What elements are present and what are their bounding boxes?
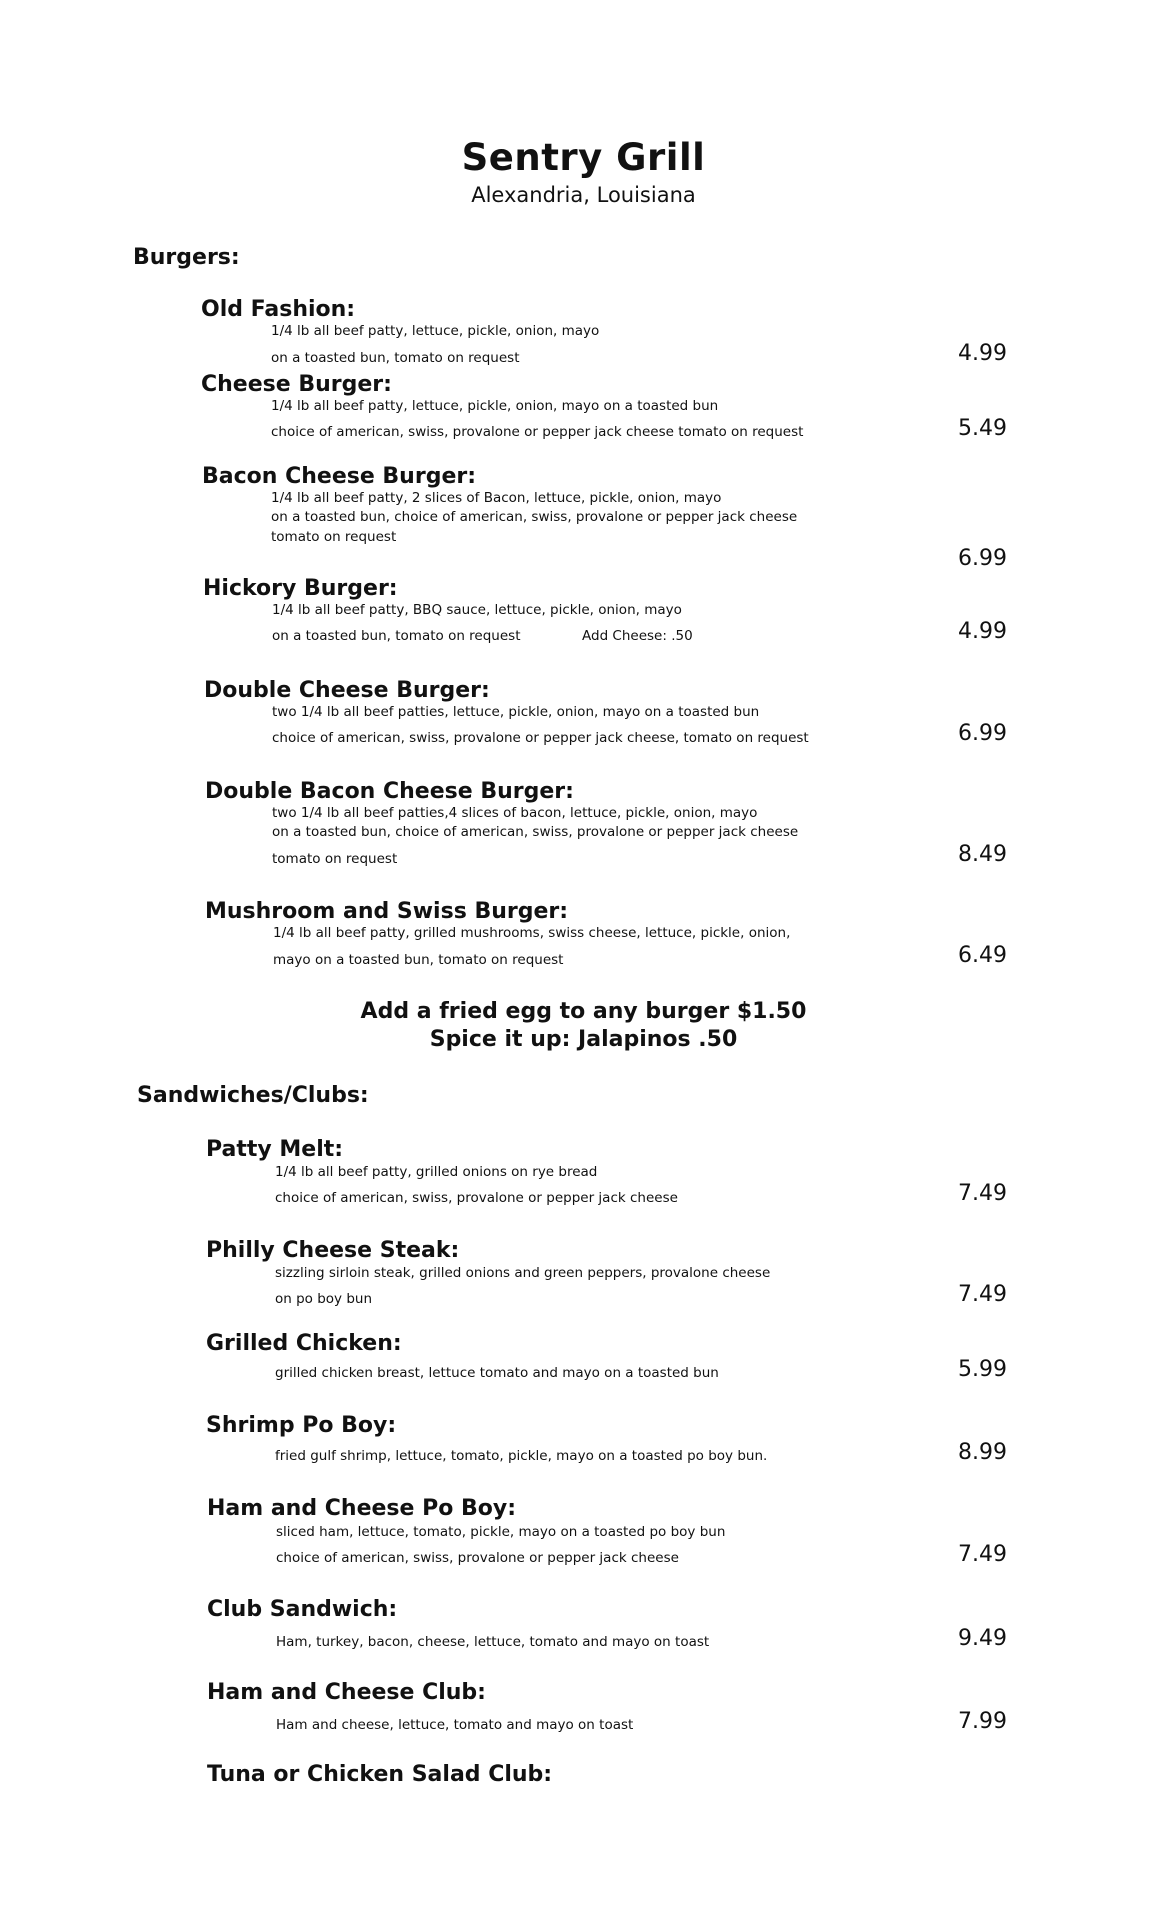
menu-item-price: 4.99 — [958, 341, 1007, 366]
menu-item-description: sizzling sirloin steak, grilled onions and green peppers, provalone cheese — [275, 1265, 771, 1281]
menu-item-name: Philly Cheese Steak: — [206, 1238, 460, 1263]
menu-item-description: on a toasted bun, choice of american, swiss, provalone or pepper jack cheese — [271, 509, 798, 525]
menu-item-description: mayo on a toasted bun, tomato on request — [273, 952, 564, 968]
menu-item-price: 7.49 — [958, 1282, 1007, 1307]
menu-item-description: on a toasted bun, tomato on request — [272, 628, 521, 644]
menu-item-description: choice of american, swiss, provalone or pepper jack cheese tomato on request — [271, 424, 804, 440]
menu-item-price: 6.49 — [958, 943, 1007, 968]
menu-item-name: Ham and Cheese Club: — [207, 1680, 486, 1705]
menu-item-name: Cheese Burger: — [201, 372, 392, 397]
menu-item-description: 1/4 lb all beef patty, 2 slices of Bacon, lettuce, pickle, onion, mayo — [271, 490, 722, 506]
menu-item-price: 7.49 — [958, 1181, 1007, 1206]
menu-item-price: 5.99 — [958, 1357, 1007, 1382]
menu-item-description: on a toasted bun, tomato on request — [271, 350, 520, 366]
menu-item-description: Ham and cheese, lettuce, tomato and mayo on toast — [276, 1717, 634, 1733]
menu-item-price: 8.99 — [958, 1440, 1007, 1465]
menu-item-name: Mushroom and Swiss Burger: — [205, 899, 569, 924]
burger-addon-note: Add a fried egg to any burger $1.50 — [360, 999, 807, 1024]
menu-item-price: 4.99 — [958, 619, 1007, 644]
menu-item-description: sliced ham, lettuce, tomato, pickle, mayo on a toasted po boy bun — [276, 1524, 726, 1540]
menu-item-description: Ham, turkey, bacon, cheese, lettuce, tomato and mayo on toast — [276, 1634, 710, 1650]
menu-item-name: Patty Melt: — [206, 1137, 344, 1162]
menu-item-name: Ham and Cheese Po Boy: — [207, 1496, 516, 1521]
menu-item-description: grilled chicken breast, lettuce tomato and mayo on a toasted bun — [275, 1365, 719, 1381]
section-heading-burgers: Burgers: — [133, 245, 240, 270]
burger-addon-note: Spice it up: Jalapinos .50 — [429, 1027, 738, 1052]
menu-item-description: 1/4 lb all beef patty, BBQ sauce, lettuce, pickle, onion, mayo — [272, 602, 682, 618]
menu-item-name: Double Cheese Burger: — [204, 678, 490, 703]
section-heading-sandwiches: Sandwiches/Clubs: — [137, 1083, 369, 1108]
menu-item-name: Hickory Burger: — [203, 576, 398, 601]
menu-item-description: 1/4 lb all beef patty, lettuce, pickle, onion, mayo on a toasted bun — [271, 398, 719, 414]
menu-item-price: 6.99 — [958, 546, 1007, 571]
menu-item-description: on a toasted bun, choice of american, swiss, provalone or pepper jack cheese — [272, 824, 799, 840]
menu-item-price: 7.49 — [958, 1542, 1007, 1567]
menu-item-price: 9.49 — [958, 1626, 1007, 1651]
menu-item-name: Club Sandwich: — [207, 1597, 398, 1622]
menu-item-description: 1/4 lb all beef patty, lettuce, pickle, onion, mayo — [271, 323, 600, 339]
menu-item-description: 1/4 lb all beef patty, grilled onions on rye bread — [275, 1164, 598, 1180]
menu-item-description: two 1/4 lb all beef patties,4 slices of bacon, lettuce, pickle, onion, mayo — [272, 805, 758, 821]
menu-item-description: two 1/4 lb all beef patties, lettuce, pickle, onion, mayo on a toasted bun — [272, 704, 760, 720]
menu-item-price: 5.49 — [958, 416, 1007, 441]
menu-item-price: 7.99 — [958, 1709, 1007, 1734]
menu-item-description: tomato on request — [272, 851, 398, 867]
menu-item-description: choice of american, swiss, provalone or pepper jack cheese — [275, 1190, 678, 1206]
menu-item-name: Tuna or Chicken Salad Club: — [207, 1762, 553, 1787]
menu-item-name: Grilled Chicken: — [206, 1331, 402, 1356]
menu-item-description: choice of american, swiss, provalone or pepper jack cheese, tomato on request — [272, 730, 809, 746]
restaurant-name: Sentry Grill — [461, 136, 706, 179]
menu-item-description: fried gulf shrimp, lettuce, tomato, pickle, mayo on a toasted po boy bun. — [275, 1448, 768, 1464]
menu-item-price: 8.49 — [958, 842, 1007, 867]
menu-item-name: Shrimp Po Boy: — [206, 1413, 397, 1438]
menu-item-description: on po boy bun — [275, 1291, 373, 1307]
menu-item-name: Double Bacon Cheese Burger: — [205, 779, 574, 804]
menu-item-description: tomato on request — [271, 529, 397, 545]
menu-item-addon: Add Cheese: .50 — [582, 628, 693, 644]
menu-item-description: 1/4 lb all beef patty, grilled mushrooms, swiss cheese, lettuce, pickle, onion, — [273, 925, 791, 941]
menu-item-name: Old Fashion: — [201, 297, 356, 322]
menu-item-price: 6.99 — [958, 721, 1007, 746]
restaurant-location: Alexandria, Louisiana — [471, 183, 696, 207]
menu-item-description: choice of american, swiss, provalone or pepper jack cheese — [276, 1550, 679, 1566]
menu-item-name: Bacon Cheese Burger: — [202, 464, 477, 489]
